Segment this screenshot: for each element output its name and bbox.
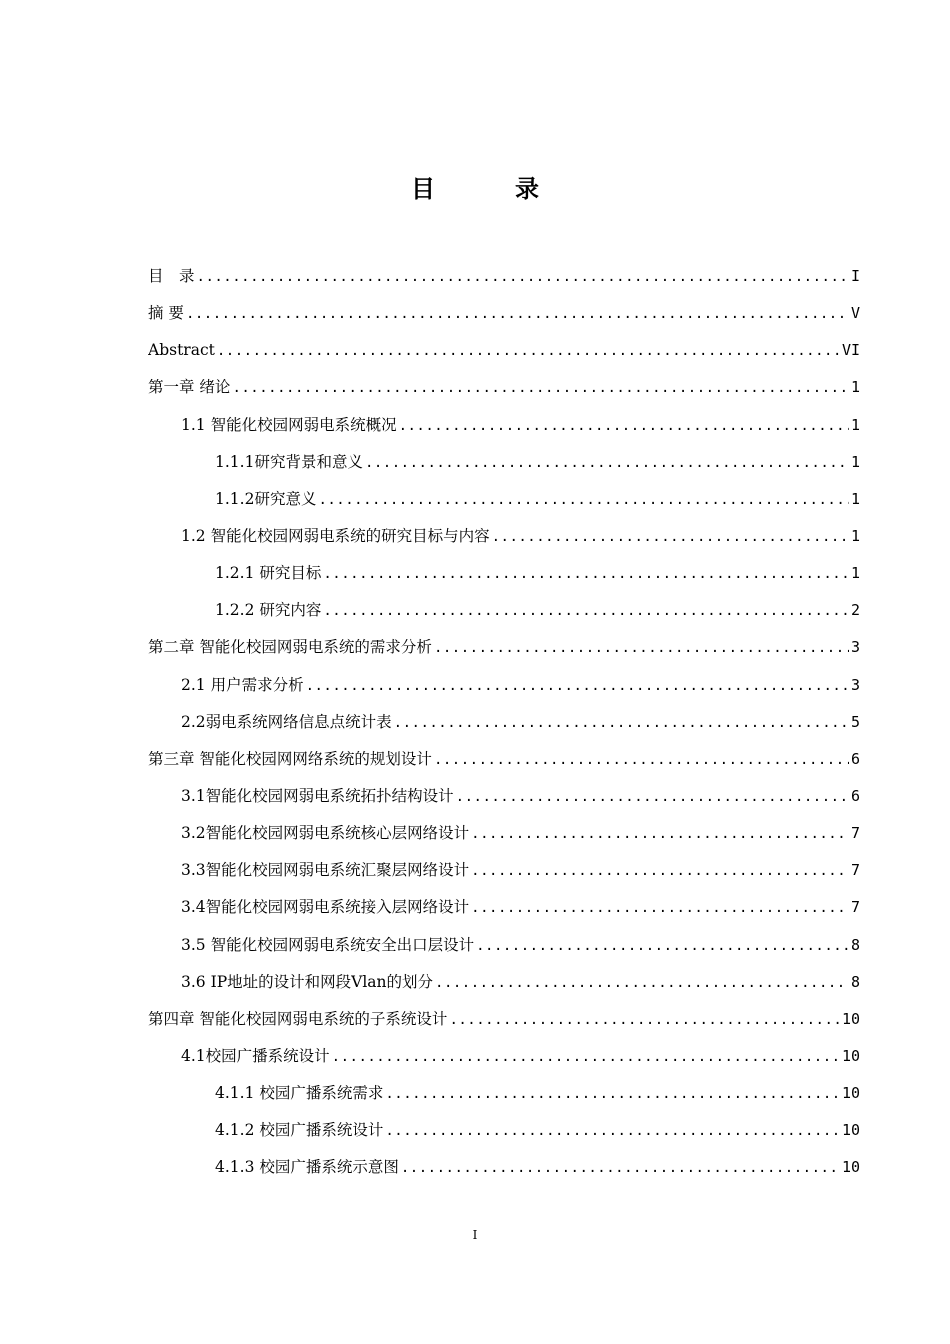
toc-entry[interactable] xyxy=(148,332,860,369)
toc-entry[interactable] xyxy=(148,444,860,481)
toc-entry-label: 3.3智能化校园网弱电系统汇聚层网络设计 xyxy=(181,861,470,880)
toc-entry-label: 3.4智能化校园网弱电系统接入层网络设计 xyxy=(181,898,470,917)
toc-entry-label: 摘 要 xyxy=(148,304,184,323)
toc-entry-page: 6 xyxy=(850,749,860,768)
toc-entry-page: 7 xyxy=(850,824,860,843)
toc-dot-leader xyxy=(435,965,849,1001)
toc-entry-page: 1 xyxy=(850,526,860,545)
toc-entry-label: 1.1.2研究意义 xyxy=(215,489,317,508)
toc-dot-leader xyxy=(476,928,849,964)
toc-entry[interactable] xyxy=(148,258,860,295)
toc-entry-label: 1.1 智能化校园网弱电系统概况 xyxy=(181,415,397,434)
toc-entry-label: 1.2.1 研究目标 xyxy=(215,564,322,583)
toc-entry-label: 4.1.1 校园广播系统需求 xyxy=(215,1084,384,1103)
toc-entry[interactable] xyxy=(148,927,860,964)
toc-dot-leader xyxy=(394,705,849,741)
toc-entry-page: I xyxy=(850,267,860,285)
toc-dot-leader xyxy=(385,1113,840,1149)
toc-entry-page: V xyxy=(850,304,860,323)
page-title: 目 录 xyxy=(411,175,567,203)
toc-entry[interactable] xyxy=(148,1149,860,1186)
toc-dot-leader xyxy=(186,296,849,332)
toc-entry-page: 6 xyxy=(850,786,860,805)
toc-dot-leader xyxy=(399,408,849,444)
toc-entry[interactable] xyxy=(148,555,860,592)
toc-entry-label: 第三章 智能化校园网网络系统的规划设计 xyxy=(148,749,432,768)
toc-entry[interactable] xyxy=(148,964,860,1001)
toc-entry-page: 10 xyxy=(841,1158,860,1177)
toc-dot-leader xyxy=(332,1039,840,1075)
toc-entry-page: VI xyxy=(841,341,860,360)
toc-dot-leader xyxy=(434,630,849,666)
toc-entry-label: 2.2弱电系统网络信息点统计表 xyxy=(181,712,392,731)
toc-entry-label: 1.2 智能化校园网弱电系统的研究目标与内容 xyxy=(181,526,490,545)
toc-entry-page: 5 xyxy=(850,712,860,731)
toc-entry[interactable] xyxy=(148,852,860,889)
toc-entry-page: 2 xyxy=(850,601,860,620)
toc-entry-page: 1 xyxy=(850,564,860,583)
toc-entry-label: 3.5 智能化校园网弱电系统安全出口层设计 xyxy=(181,935,475,954)
toc-entry-label: 3.6 IP地址的设计和网段Vlan的划分 xyxy=(181,972,434,991)
toc-entry-page: 1 xyxy=(850,378,860,397)
toc-entry[interactable] xyxy=(148,481,860,518)
toc-entry-page: 7 xyxy=(850,861,860,880)
toc-dot-leader xyxy=(217,333,840,369)
toc-entry-label: 1.1.1研究背景和意义 xyxy=(215,452,363,471)
toc-dot-leader xyxy=(318,482,849,518)
toc-entry[interactable] xyxy=(148,815,860,852)
toc-dot-leader xyxy=(471,890,849,926)
toc-entry[interactable] xyxy=(148,1112,860,1149)
toc-entry-label: 第一章 绪论 xyxy=(148,378,231,397)
toc-entry-page: 7 xyxy=(850,898,860,917)
toc-entry[interactable] xyxy=(148,518,860,555)
toc-dot-leader xyxy=(449,1002,840,1038)
toc-entry[interactable] xyxy=(148,592,860,629)
toc-entry[interactable] xyxy=(148,889,860,926)
toc-entry-page: 10 xyxy=(841,1084,860,1103)
toc-entry-label: 3.2智能化校园网弱电系统核心层网络设计 xyxy=(181,824,470,843)
toc-entry[interactable] xyxy=(148,369,860,406)
toc-entry[interactable] xyxy=(148,407,860,444)
toc-entry-page: 1 xyxy=(850,415,860,434)
toc-dot-leader xyxy=(471,816,849,852)
toc-entry-page: 8 xyxy=(850,972,860,991)
toc-entry-label: 4.1.2 校园广播系统设计 xyxy=(215,1121,384,1140)
toc-entry-page: 1 xyxy=(850,489,860,508)
toc-entry[interactable] xyxy=(148,704,860,741)
toc-dot-leader xyxy=(197,259,849,295)
toc-entry-page: 1 xyxy=(850,452,860,471)
toc-dot-leader xyxy=(492,519,849,555)
toc-entry-page: 3 xyxy=(850,675,860,694)
toc-entry-label: 1.2.2 研究内容 xyxy=(215,601,322,620)
toc-entry-label: 第二章 智能化校园网弱电系统的需求分析 xyxy=(148,638,432,657)
toc-entry[interactable] xyxy=(148,778,860,815)
toc-entry-page: 3 xyxy=(850,638,860,657)
toc-entry[interactable] xyxy=(148,1075,860,1112)
toc-entry[interactable] xyxy=(148,667,860,704)
toc-dot-leader xyxy=(365,445,849,481)
toc-dot-leader xyxy=(323,556,849,592)
toc-dot-leader xyxy=(323,593,849,629)
toc-dot-leader xyxy=(306,668,849,704)
toc-entry[interactable] xyxy=(148,1038,860,1075)
page-number-footer: I xyxy=(472,1228,478,1242)
toc-entry-label: 2.1 用户需求分析 xyxy=(181,675,304,694)
toc-entry-label: 第四章 智能化校园网弱电系统的子系统设计 xyxy=(148,1009,448,1028)
toc-dot-leader xyxy=(434,742,849,778)
toc-entry[interactable] xyxy=(148,741,860,778)
toc-entry-label: 目 录 xyxy=(148,267,195,285)
toc-entry-page: 10 xyxy=(841,1046,860,1065)
toc-entry-page: 10 xyxy=(841,1009,860,1028)
toc-entry-label: 4.1.3 校园广播系统示意图 xyxy=(215,1158,399,1177)
toc-entry-label: Abstract xyxy=(148,341,215,360)
toc-entry-label: 3.1智能化校园网弱电系统拓扑结构设计 xyxy=(181,786,454,805)
toc-entry[interactable] xyxy=(148,1001,860,1038)
toc-entry-label: 4.1校园广播系统设计 xyxy=(181,1046,330,1065)
toc-dot-leader xyxy=(385,1076,840,1112)
toc-dot-leader xyxy=(471,853,849,889)
toc-dot-leader xyxy=(232,370,849,406)
toc-entry[interactable] xyxy=(148,629,860,666)
toc-dot-leader xyxy=(401,1150,840,1186)
toc-entry-page: 8 xyxy=(850,935,860,954)
toc-dot-leader xyxy=(456,779,849,815)
table-of-contents xyxy=(148,258,860,1187)
toc-entry[interactable] xyxy=(148,295,860,332)
toc-entry-page: 10 xyxy=(841,1121,860,1140)
